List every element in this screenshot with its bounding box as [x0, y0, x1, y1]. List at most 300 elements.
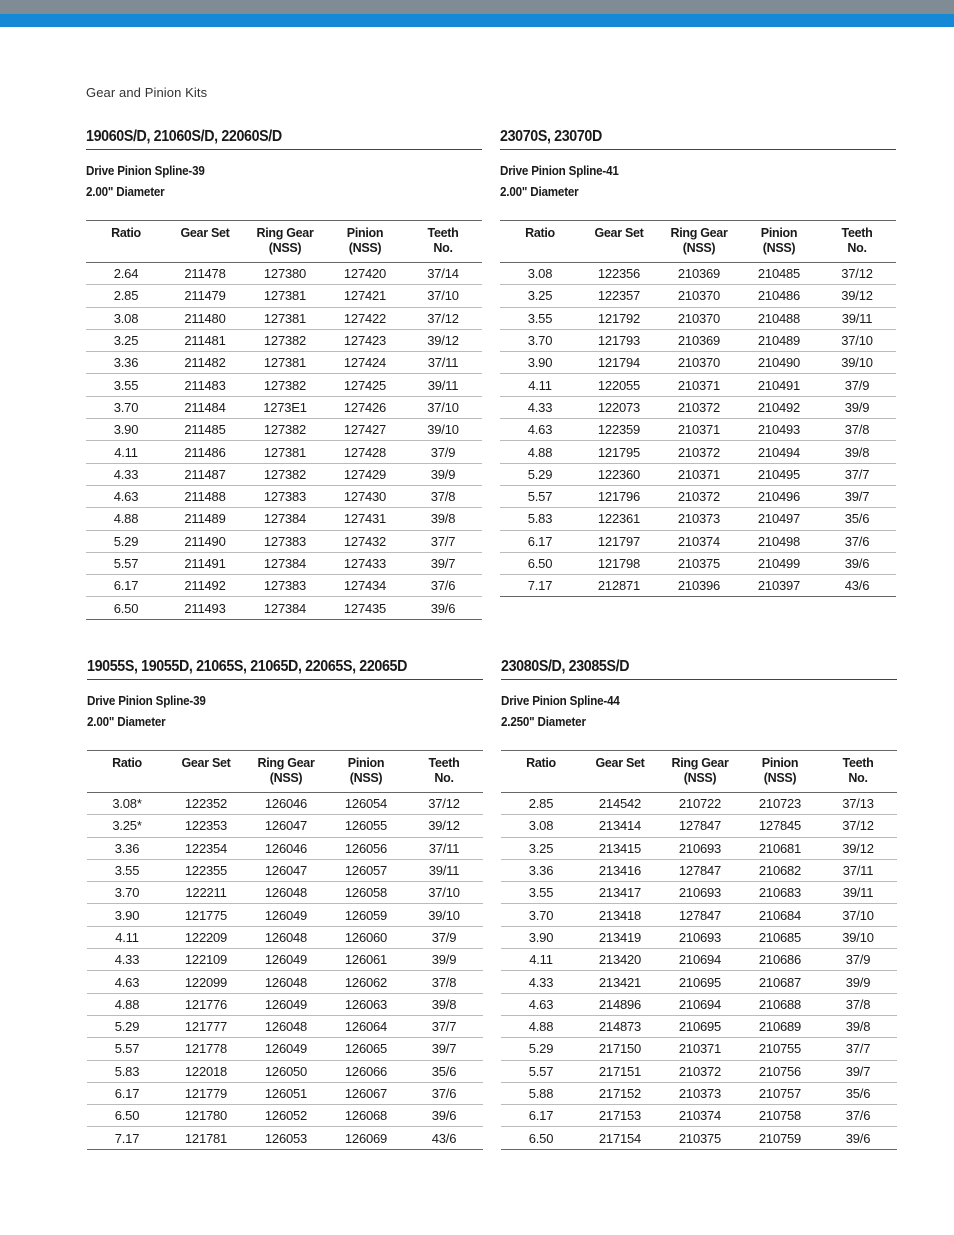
column-header-teeth: Teeth No. — [819, 751, 897, 793]
cell-ring-gear: 127384 — [244, 508, 326, 530]
cell-gear-set: 122357 — [580, 285, 658, 307]
cell-teeth: 37/6 — [405, 1082, 483, 1104]
kit-table — [87, 750, 483, 1150]
cell-gear-set: 211484 — [166, 396, 244, 418]
cell-ratio: 5.57 — [501, 1060, 581, 1082]
cell-gear-set: 213416 — [581, 859, 659, 881]
table-row — [501, 793, 897, 815]
table-row — [87, 926, 483, 948]
cell-pinion: 126066 — [327, 1060, 405, 1082]
table-row — [501, 1060, 897, 1082]
column-header-pinion: Pinion (NSS) — [327, 751, 405, 793]
cell-ring-gear: 210370 — [658, 285, 740, 307]
cell-ring-gear: 127847 — [659, 859, 741, 881]
cell-ring-gear: 210374 — [658, 530, 740, 552]
cell-gear-set: 213415 — [581, 837, 659, 859]
cell-teeth: 39/12 — [819, 837, 897, 859]
table-row — [87, 1082, 483, 1104]
cell-ratio: 3.55 — [500, 307, 580, 329]
diameter-label: 2.00" Diameter — [87, 715, 166, 729]
cell-gear-set: 211480 — [166, 307, 244, 329]
cell-teeth: 37/8 — [819, 993, 897, 1015]
cell-ratio: 3.36 — [87, 837, 167, 859]
cell-ratio: 4.88 — [501, 1015, 581, 1037]
cell-ratio: 4.11 — [87, 926, 167, 948]
table-row — [500, 419, 896, 441]
cell-teeth: 39/7 — [405, 1038, 483, 1060]
cell-teeth: 37/8 — [818, 419, 896, 441]
cell-teeth: 37/9 — [404, 441, 482, 463]
table-row — [500, 575, 896, 597]
cell-pinion: 127430 — [326, 485, 404, 507]
cell-ratio: 5.29 — [86, 530, 166, 552]
cell-teeth: 37/6 — [819, 1105, 897, 1127]
cell-pinion: 210485 — [740, 263, 818, 285]
drive-pinion-spline: Drive Pinion Spline-44 — [501, 694, 620, 708]
column-header-ring-gear: Ring Gear (NSS) — [244, 221, 326, 263]
cell-pinion: 126057 — [327, 859, 405, 881]
cell-pinion: 210681 — [741, 837, 819, 859]
cell-ring-gear: 127383 — [244, 485, 326, 507]
cell-ring-gear: 1273E1 — [244, 396, 326, 418]
cell-pinion: 126061 — [327, 949, 405, 971]
cell-gear-set: 217151 — [581, 1060, 659, 1082]
cell-teeth: 37/12 — [818, 263, 896, 285]
cell-teeth: 39/9 — [818, 396, 896, 418]
cell-ratio: 3.08 — [501, 815, 581, 837]
cell-pinion: 127422 — [326, 307, 404, 329]
cell-teeth: 39/8 — [404, 508, 482, 530]
kit-block-19055 — [87, 658, 483, 1150]
cell-ratio: 4.88 — [86, 508, 166, 530]
cell-gear-set: 121775 — [167, 904, 245, 926]
cell-ring-gear: 126047 — [245, 815, 327, 837]
cell-gear-set: 121776 — [167, 993, 245, 1015]
cell-gear-set: 211488 — [166, 485, 244, 507]
cell-ratio: 5.29 — [87, 1015, 167, 1037]
cell-gear-set: 122099 — [167, 971, 245, 993]
kit-block-19060 — [86, 128, 482, 620]
cell-gear-set: 211492 — [166, 575, 244, 597]
column-header-teeth: Teeth No. — [405, 751, 483, 793]
cell-ratio: 4.63 — [500, 419, 580, 441]
cell-teeth: 37/9 — [819, 949, 897, 971]
cell-gear-set: 214896 — [581, 993, 659, 1015]
cell-gear-set: 217150 — [581, 1038, 659, 1060]
cell-gear-set: 213417 — [581, 882, 659, 904]
cell-gear-set: 213421 — [581, 971, 659, 993]
column-header-pinion: Pinion (NSS) — [741, 751, 819, 793]
cell-ratio: 5.83 — [500, 508, 580, 530]
cell-gear-set: 121777 — [167, 1015, 245, 1037]
cell-ring-gear: 127382 — [244, 419, 326, 441]
cell-pinion: 210686 — [741, 949, 819, 971]
column-header-ratio: Ratio — [86, 221, 166, 263]
cell-pinion: 210684 — [741, 904, 819, 926]
cell-ratio: 6.50 — [87, 1105, 167, 1127]
cell-teeth: 39/6 — [845, 1130, 871, 1146]
cell-ratio: 3.25 — [86, 329, 166, 351]
cell-ring-gear: 210373 — [658, 508, 740, 530]
table-row — [87, 1060, 483, 1082]
cell-ratio: 4.88 — [500, 441, 580, 463]
table-row — [87, 793, 483, 815]
cell-ring-gear: 210372 — [658, 485, 740, 507]
cell-ratio: 3.08 — [86, 307, 166, 329]
cell-pinion: 127433 — [326, 552, 404, 574]
cell-gear-set: 122356 — [580, 263, 658, 285]
table-row — [500, 329, 896, 351]
cell-gear-set: 122211 — [167, 882, 245, 904]
drive-pinion-spline: Drive Pinion Spline-39 — [86, 164, 205, 178]
cell-teeth: 39/6 — [405, 1105, 483, 1127]
kit-table — [500, 220, 896, 597]
cell-pinion: 210489 — [740, 329, 818, 351]
cell-teeth: 39/10 — [819, 926, 897, 948]
cell-ring-gear: 126053 — [264, 1130, 308, 1146]
cell-gear-set: 121796 — [580, 485, 658, 507]
cell-gear-set: 121778 — [167, 1038, 245, 1060]
cell-ring-gear: 210375 — [678, 1130, 722, 1146]
table-row — [87, 1105, 483, 1127]
cell-gear-set: 122209 — [167, 926, 245, 948]
cell-ring-gear: 126049 — [245, 904, 327, 926]
cell-ratio: 6.17 — [87, 1082, 167, 1104]
cell-teeth: 37/8 — [405, 971, 483, 993]
column-header-ratio: Ratio — [501, 751, 581, 793]
page-header: Gear and Pinion Kits — [86, 85, 208, 100]
cell-gear-set: 217153 — [581, 1105, 659, 1127]
header-band-blue — [0, 14, 954, 27]
cell-gear-set: 122353 — [167, 815, 245, 837]
cell-teeth: 35/6 — [405, 1060, 483, 1082]
cell-ratio: 3.08 — [500, 263, 580, 285]
cell-ratio: 6.50 — [528, 1130, 554, 1146]
cell-ring-gear: 210370 — [658, 352, 740, 374]
table-header-row — [86, 221, 482, 263]
cell-teeth: 39/9 — [819, 971, 897, 993]
cell-pinion: 127431 — [326, 508, 404, 530]
table-row — [87, 971, 483, 993]
cell-ratio: 6.17 — [86, 575, 166, 597]
table-row — [86, 285, 482, 307]
cell-pinion: 210759 — [758, 1130, 802, 1146]
cell-ratio: 2.85 — [501, 793, 581, 815]
cell-ring-gear: 210372 — [658, 441, 740, 463]
drive-pinion-spline: Drive Pinion Spline-39 — [87, 694, 206, 708]
table-row — [500, 307, 896, 329]
cell-ring-gear: 127382 — [244, 329, 326, 351]
table-row — [500, 463, 896, 485]
cell-ratio: 3.90 — [501, 926, 581, 948]
kit-table — [86, 220, 482, 620]
cell-gear-set: 121793 — [580, 329, 658, 351]
block-title: 23080S/D, 23085S/D — [501, 658, 630, 675]
cell-pinion: 210497 — [740, 508, 818, 530]
cell-gear-set: 212871 — [597, 578, 641, 594]
cell-gear-set: 121792 — [580, 307, 658, 329]
cell-ratio: 4.33 — [501, 971, 581, 993]
cell-ring-gear: 210695 — [659, 1015, 741, 1037]
table-row — [501, 815, 897, 837]
cell-pinion: 126058 — [327, 882, 405, 904]
block-title-rule — [501, 658, 897, 680]
cell-pinion: 126069 — [344, 1130, 388, 1146]
table-row — [501, 904, 897, 926]
cell-pinion: 127425 — [326, 374, 404, 396]
cell-teeth: 37/11 — [405, 837, 483, 859]
cell-ring-gear: 126046 — [245, 793, 327, 815]
table-row — [87, 993, 483, 1015]
cell-ratio: 4.33 — [86, 463, 166, 485]
table-row — [86, 307, 482, 329]
cell-teeth: 39/10 — [818, 352, 896, 374]
cell-pinion: 210486 — [740, 285, 818, 307]
table-row — [500, 552, 896, 574]
block-title: 19060S/D, 21060S/D, 22060S/D — [86, 128, 282, 145]
cell-pinion: 127426 — [326, 396, 404, 418]
table-row — [86, 575, 482, 597]
cell-pinion: 210496 — [740, 485, 818, 507]
cell-ratio: 4.11 — [500, 374, 580, 396]
cell-teeth: 37/7 — [405, 1015, 483, 1037]
cell-ratio: 7.17 — [527, 578, 553, 594]
cell-teeth: 35/6 — [819, 1082, 897, 1104]
cell-teeth: 37/10 — [819, 904, 897, 926]
cell-teeth: 37/10 — [404, 396, 482, 418]
cell-teeth: 39/11 — [404, 374, 482, 396]
table-row — [86, 374, 482, 396]
cell-gear-set: 121780 — [167, 1105, 245, 1127]
cell-ratio: 3.55 — [501, 882, 581, 904]
cell-pinion: 210492 — [740, 396, 818, 418]
cell-ratio: 4.88 — [87, 993, 167, 1015]
cell-ring-gear: 127381 — [244, 285, 326, 307]
table-row — [86, 419, 482, 441]
cell-ring-gear: 210693 — [659, 837, 741, 859]
cell-ring-gear: 210375 — [658, 552, 740, 574]
kit-table — [501, 750, 897, 1150]
cell-gear-set: 214542 — [581, 793, 659, 815]
cell-pinion: 126055 — [327, 815, 405, 837]
cell-ring-gear: 127383 — [244, 530, 326, 552]
table-row — [501, 1038, 897, 1060]
cell-gear-set: 122352 — [167, 793, 245, 815]
cell-pinion: 127421 — [326, 285, 404, 307]
cell-gear-set: 122359 — [580, 419, 658, 441]
cell-pinion: 126067 — [327, 1082, 405, 1104]
cell-gear-set: 211478 — [166, 263, 244, 285]
cell-pinion: 126064 — [327, 1015, 405, 1037]
cell-teeth: 43/6 — [431, 1130, 457, 1146]
cell-ratio: 3.90 — [86, 419, 166, 441]
cell-gear-set: 217154 — [598, 1130, 642, 1146]
spec-group — [86, 161, 454, 203]
cell-teeth: 39/9 — [405, 949, 483, 971]
cell-gear-set: 122018 — [167, 1060, 245, 1082]
cell-pinion: 127420 — [326, 263, 404, 285]
cell-ratio: 5.57 — [86, 552, 166, 574]
table-row — [86, 329, 482, 351]
cell-ring-gear: 210371 — [658, 419, 740, 441]
cell-teeth: 37/11 — [404, 352, 482, 374]
cell-pinion: 210758 — [741, 1105, 819, 1127]
cell-ratio: 6.17 — [501, 1105, 581, 1127]
table-row — [501, 1127, 897, 1149]
cell-pinion: 127429 — [326, 463, 404, 485]
cell-ring-gear: 127383 — [244, 575, 326, 597]
cell-pinion: 210490 — [740, 352, 818, 374]
cell-gear-set: 211483 — [166, 374, 244, 396]
cell-pinion: 210756 — [741, 1060, 819, 1082]
cell-teeth: 39/12 — [404, 329, 482, 351]
cell-gear-set: 211489 — [166, 508, 244, 530]
cell-teeth: 39/7 — [818, 485, 896, 507]
block-title-rule — [86, 128, 482, 150]
table-row — [87, 1038, 483, 1060]
cell-pinion: 210687 — [741, 971, 819, 993]
header-band-gray — [0, 0, 954, 14]
cell-ring-gear: 126049 — [245, 993, 327, 1015]
cell-ratio: 4.11 — [501, 949, 581, 971]
cell-ratio: 6.50 — [500, 552, 580, 574]
cell-pinion: 127427 — [326, 419, 404, 441]
cell-pinion: 210495 — [740, 463, 818, 485]
cell-gear-set: 122354 — [167, 837, 245, 859]
cell-ring-gear: 210374 — [659, 1105, 741, 1127]
cell-teeth: 37/6 — [404, 575, 482, 597]
table-row — [501, 1082, 897, 1104]
cell-pinion: 210499 — [740, 552, 818, 574]
table-row — [86, 597, 482, 619]
cell-ring-gear: 126052 — [245, 1105, 327, 1127]
cell-teeth: 39/8 — [405, 993, 483, 1015]
cell-pinion: 127423 — [326, 329, 404, 351]
cell-teeth: 39/10 — [405, 904, 483, 926]
cell-ring-gear: 127384 — [244, 552, 326, 574]
column-header-gear-set: Gear Set — [166, 221, 244, 263]
table-row — [86, 396, 482, 418]
table-row — [501, 926, 897, 948]
table-row — [86, 485, 482, 507]
cell-gear-set: 122361 — [580, 508, 658, 530]
table-row — [501, 1105, 897, 1127]
cell-pinion: 210491 — [740, 374, 818, 396]
cell-ring-gear: 210372 — [659, 1060, 741, 1082]
cell-gear-set: 121779 — [167, 1082, 245, 1104]
cell-ring-gear: 210693 — [659, 882, 741, 904]
cell-ratio: 7.17 — [114, 1130, 140, 1146]
cell-pinion: 210757 — [741, 1082, 819, 1104]
cell-ring-gear: 210373 — [659, 1082, 741, 1104]
cell-teeth: 39/9 — [404, 463, 482, 485]
cell-ratio: 5.29 — [500, 463, 580, 485]
table-header-row — [87, 751, 483, 793]
block-title-rule — [87, 658, 483, 680]
cell-gear-set: 214873 — [581, 1015, 659, 1037]
cell-ring-gear: 127381 — [244, 352, 326, 374]
cell-ring-gear: 210694 — [659, 949, 741, 971]
cell-teeth: 37/10 — [404, 285, 482, 307]
cell-ring-gear: 126051 — [245, 1082, 327, 1104]
cell-teeth: 39/6 — [818, 552, 896, 574]
cell-ring-gear: 127847 — [659, 815, 741, 837]
table-row — [87, 1015, 483, 1037]
cell-ring-gear: 210371 — [658, 374, 740, 396]
cell-teeth: 37/7 — [818, 463, 896, 485]
cell-ring-gear: 126048 — [245, 1015, 327, 1037]
cell-pinion: 126065 — [327, 1038, 405, 1060]
cell-pinion: 210488 — [740, 307, 818, 329]
table-row — [86, 263, 482, 285]
cell-pinion: 126063 — [327, 993, 405, 1015]
cell-ring-gear: 126048 — [245, 882, 327, 904]
cell-ring-gear: 210371 — [659, 1038, 741, 1060]
cell-ring-gear: 127380 — [244, 263, 326, 285]
cell-ratio: 3.08* — [87, 793, 167, 815]
cell-pinion: 210685 — [741, 926, 819, 948]
table-row — [87, 904, 483, 926]
cell-teeth: 37/8 — [404, 485, 482, 507]
column-header-gear-set: Gear Set — [580, 221, 658, 263]
cell-ring-gear: 127382 — [244, 374, 326, 396]
cell-ratio: 3.25 — [501, 837, 581, 859]
cell-ratio: 4.63 — [501, 993, 581, 1015]
cell-ratio: 3.55 — [87, 859, 167, 881]
table-row — [501, 971, 897, 993]
kit-block-23080 — [501, 658, 897, 1150]
table-row — [501, 882, 897, 904]
column-header-pinion: Pinion (NSS) — [326, 221, 404, 263]
table-row — [500, 374, 896, 396]
cell-gear-set: 122360 — [580, 463, 658, 485]
cell-gear-set: 211493 — [184, 600, 226, 616]
table-row — [500, 352, 896, 374]
cell-gear-set: 121795 — [580, 441, 658, 463]
cell-gear-set: 213418 — [581, 904, 659, 926]
table-row — [501, 1015, 897, 1037]
cell-teeth: 37/12 — [405, 793, 483, 815]
table-header-row — [500, 221, 896, 263]
table-header-row — [501, 751, 897, 793]
column-header-ratio: Ratio — [500, 221, 580, 263]
block-title: 19055S, 19055D, 21065S, 21065D, 22065S, 22065D — [87, 658, 408, 675]
cell-pinion: 126056 — [327, 837, 405, 859]
cell-ring-gear: 127384 — [263, 600, 307, 616]
cell-ratio: 5.83 — [87, 1060, 167, 1082]
cell-ratio: 2.85 — [86, 285, 166, 307]
cell-teeth: 37/10 — [405, 882, 483, 904]
cell-teeth: 37/9 — [818, 374, 896, 396]
column-header-gear-set: Gear Set — [167, 751, 245, 793]
cell-gear-set: 213414 — [581, 815, 659, 837]
table-row — [87, 837, 483, 859]
cell-ring-gear: 126049 — [245, 949, 327, 971]
cell-ratio: 5.57 — [87, 1038, 167, 1060]
table-row — [501, 993, 897, 1015]
cell-pinion: 126062 — [327, 971, 405, 993]
cell-ring-gear: 126048 — [245, 971, 327, 993]
cell-teeth: 39/10 — [404, 419, 482, 441]
diameter-label: 2.250" Diameter — [501, 715, 586, 729]
table-row — [500, 285, 896, 307]
cell-gear-set: 211481 — [166, 329, 244, 351]
cell-ratio: 3.70 — [86, 396, 166, 418]
cell-ratio: 3.90 — [500, 352, 580, 374]
cell-teeth: 39/7 — [819, 1060, 897, 1082]
table-row — [86, 441, 482, 463]
cell-ratio: 4.33 — [500, 396, 580, 418]
